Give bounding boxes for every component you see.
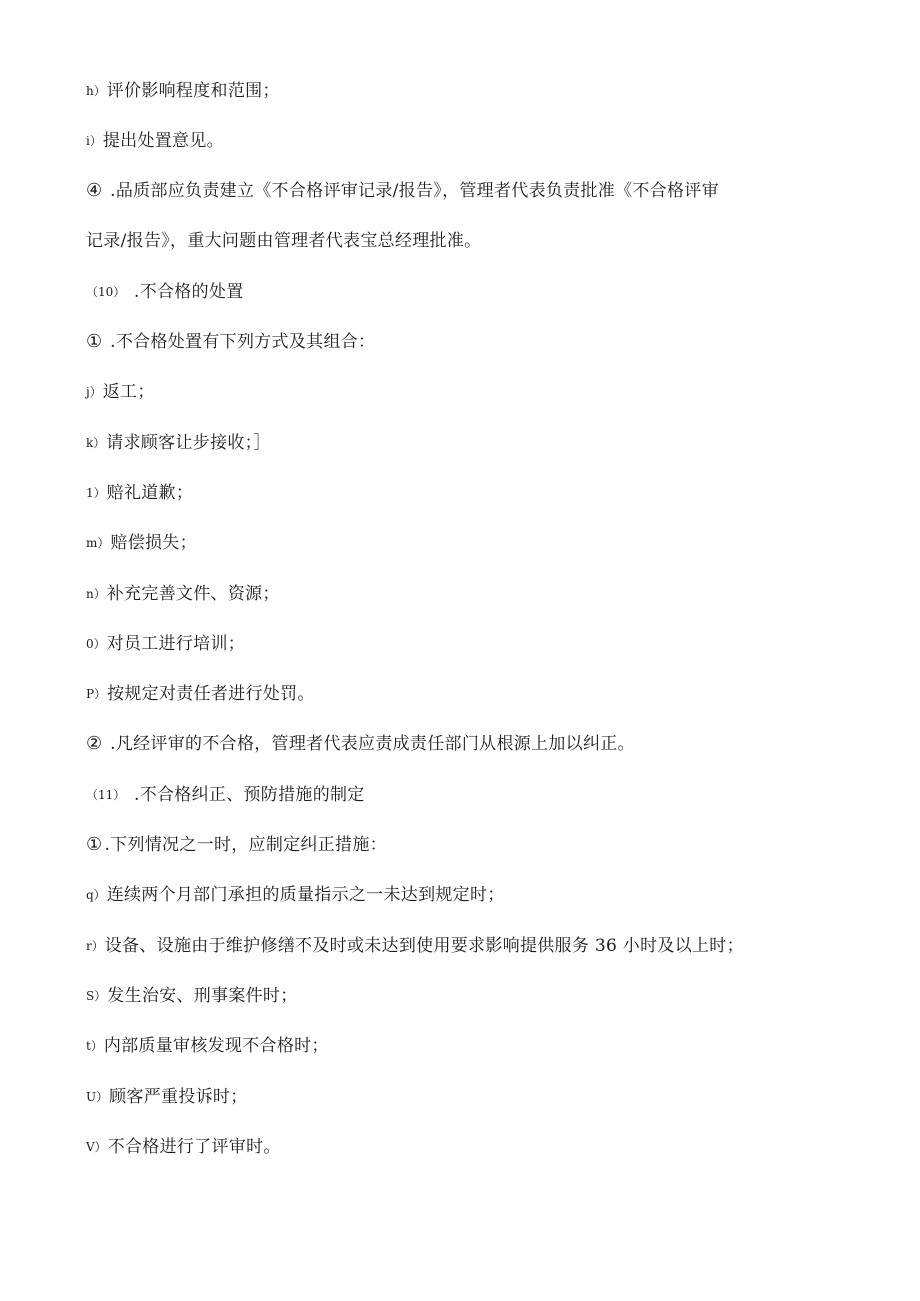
list-item: [86, 129, 224, 153]
list-item: [86, 934, 744, 958]
item-marker: ①: [86, 834, 103, 855]
item-text: 记录/报告》，重大问题由管理者代表宝总经理批准。: [86, 231, 482, 251]
section-number: （10）: [86, 285, 126, 299]
item-text: 评价影响程度和范围；: [106, 81, 280, 101]
paragraph-line: [86, 179, 719, 203]
item-marker: S）: [86, 989, 107, 1003]
section-heading: [86, 280, 244, 304]
item-text: 提出处置意见。: [102, 131, 224, 151]
section-heading: [86, 783, 365, 807]
item-marker: q）: [86, 888, 106, 902]
item-marker: n）: [86, 587, 106, 601]
section-title: .不合格的处置: [128, 282, 244, 302]
paragraph-line: [86, 833, 387, 857]
list-item: [86, 431, 271, 455]
list-item: [86, 79, 280, 103]
list-item: [86, 380, 155, 404]
item-marker: V）: [86, 1140, 107, 1154]
item-marker: ①: [86, 331, 103, 352]
item-marker: j）: [86, 385, 102, 399]
item-text: 对员工进行培训；: [106, 634, 246, 654]
list-item: [86, 531, 197, 555]
item-text: .品质部应负责建立《不合格评审记录/报告》，管理者代表负责批准《不合格评审: [104, 181, 719, 201]
list-item: [86, 682, 315, 706]
item-text: 按规定对责任者进行处罚。: [107, 684, 315, 704]
item-text: 内部质量审核发现不合格时；: [103, 1036, 329, 1056]
item-text: 赔偿损失；: [110, 533, 197, 553]
list-item: [86, 582, 280, 606]
item-text: 设备、设施由于维护修缮不及时或未达到使用要求影响提供服务 36 小时及以上时；: [104, 936, 744, 956]
item-marker: 0）: [86, 637, 106, 651]
section-title: .不合格纠正、预防措施的制定: [128, 785, 365, 805]
item-marker: 1）: [86, 486, 106, 500]
item-text: 补充完善文件、资源；: [106, 584, 280, 604]
section-number: （11）: [86, 788, 126, 802]
item-text: 请求顾客让步接收；］: [106, 433, 271, 453]
item-text: 不合格进行了评审时。: [107, 1137, 281, 1157]
item-text: 顾客严重投诉时；: [109, 1087, 248, 1107]
list-item: [86, 1034, 329, 1058]
item-text: .不合格处置有下列方式及其组合：: [104, 332, 376, 352]
item-marker: k）: [86, 436, 106, 450]
item-marker: h）: [86, 84, 106, 98]
item-text: .下列情况之一时，应制定纠正措施：: [104, 835, 387, 855]
paragraph-line: [86, 330, 375, 354]
list-item: [86, 632, 245, 656]
item-marker: U）: [86, 1090, 109, 1104]
list-item: [86, 984, 298, 1008]
list-item: [86, 883, 505, 907]
list-item: [86, 1085, 248, 1109]
item-marker: t）: [86, 1039, 103, 1053]
item-marker: m）: [86, 536, 110, 550]
item-text: 返工；: [102, 382, 155, 402]
paragraph-line: [86, 229, 481, 253]
item-marker: P）: [86, 687, 107, 701]
list-item: [86, 1135, 281, 1159]
item-text: 赔礼道歉；: [106, 483, 194, 503]
item-marker: r）: [86, 939, 104, 953]
item-marker: i）: [86, 134, 102, 148]
item-marker: ④: [86, 180, 103, 201]
item-text: .凡经评审的不合格，管理者代表应责成责任部门从根源上加以纠正。: [104, 734, 635, 754]
item-text: 连续两个月部门承担的质量指示之一未达到规定时；: [106, 885, 505, 905]
list-item: [86, 481, 193, 505]
paragraph-line: [86, 732, 635, 756]
item-marker: ②: [86, 733, 103, 754]
item-text: 发生治安、刑事案件时；: [107, 986, 298, 1006]
